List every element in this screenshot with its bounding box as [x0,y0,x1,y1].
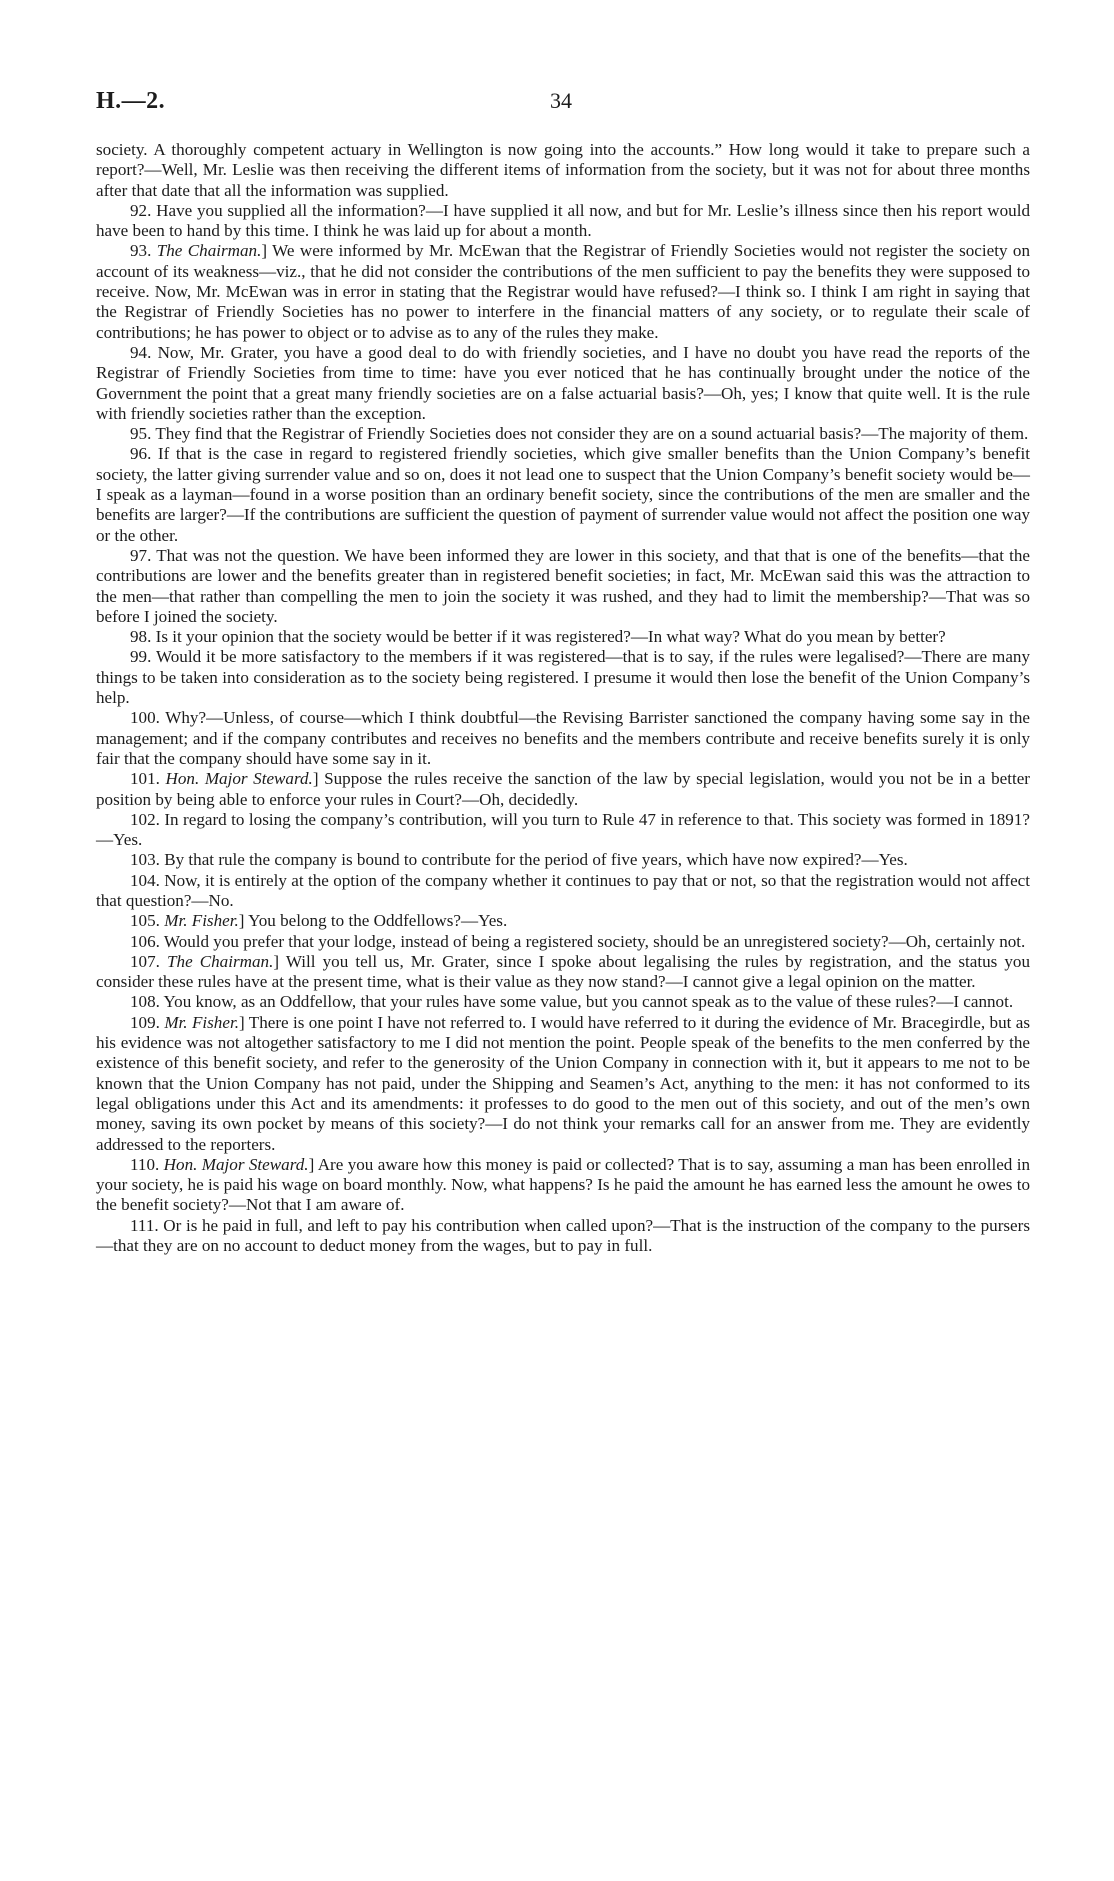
paragraph-text: 95. They find that the Registrar of Friendly Societies does not consider they are on a sound actuarial basis?—The majority of them. [130,424,1029,444]
paragraph-text: 111. Or is he paid in full, and left to pay his contribution when called upon?—That is the instruction of the company to the pursers—that they are on no account to deduct money from the wages, but to pay in full. [96,1215,1030,1256]
paragraph: 105. Mr. Fisher.] You belong to the Oddfellows?—Yes. [130,911,508,931]
paragraph-text: 100. Why?—Unless, of course—which I think doubtful—the Revising Barrister sanctioned the company having some say in the management; and if the company contributes and receives no benefits and the members contribute and receive benefits surely it is only fair that the company should have some say in it. [96,708,1030,768]
paragraph [96,850,1030,870]
paragraph: 93. The Chairman.] We were informed by Mr. McEwan that the Registrar of Friendly Societies would not register the society on account of its weakness—viz., that he did not consider the contributions of the men sufficient to pay the benefits they were supposed to receive. Now, Mr. McEwan was in error in stating that the Registrar would have refused?—I think so. I think I am right in saying that the Registrar of Friendly Societies has no power to interfere in the financial matters of any society, or to regulate their scale of contributions; he has power to object or to advise as to any of the rules they make. [96,241,1030,342]
page-number: 34 [550,88,572,113]
paragraph [96,627,1030,647]
question-number: 105. [130,911,160,931]
paragraph-text: 104. Now, it is entirely at the option of the company whether it continues to pay that or not, so that the registration would not affect that question?—No. [96,870,1030,910]
paragraph-text: Will you tell us, Mr. Grater, since I spoke about legalising the rules by registration, and the status you consider these rules have at the present time, what is their value as they now stand?—I cannot give a legal opinion on the matter. [96,951,1030,992]
paragraph [96,1216,1030,1257]
speaker-name: Hon. Major Steward. [163,1154,309,1174]
paragraph-text: 103. By that rule the company is bound to contribute for the period of five years, which have now expired?—Yes. [130,850,908,870]
paragraph [96,546,1030,627]
paragraph [96,343,1030,424]
paragraph-text: 108. You know, as an Oddfellow, that your rules have some value, but you cannot speak as to the value of these rules?—I cannot. [130,992,1014,1012]
paragraph: 107. The Chairman.] Will you tell us, Mr. Grater, since I spoke about legalising the rules by registration, and the status you consider these rules have at the present time, what is their value as they now stand?—I cannot give a legal opinion on the matter. [96,951,1030,992]
question-number: 110. [130,1154,160,1174]
speaker-name: Mr. Fisher. [164,1012,239,1032]
speaker-name: Mr. Fisher. [164,911,239,931]
speaker-name: Hon. Major Steward. [165,769,313,789]
paragraph-text: We were informed by Mr. McEwan that the Registrar of Friendly Societies would not register the society on account of its weakness—viz., that he did not consider the contributions of the men sufficient to pay the benefits they were supposed to receive. Now, Mr. McEwan was in error in stating that the Registrar would have refused?—I think so. I think I am right in saying that the Registrar of Friendly Societies has no power to interfere in the financial matters of any society, or to regulate their scale of contributions; he has power to object or to advise as to any of the rules they make. [96,241,1030,342]
paragraph-text: 97. That was not the question. We have been informed they are lower in this society, and that that is one of the benefits—that the contributions are lower and the benefits greater than in registered benefit societies; in fact, Mr. McEwan said this was the attraction to the men—that rather than compelling the men to join the society it was rushed, and they had to limit the membership?—That was so before I joined the society. [96,545,1030,626]
paragraph-text: 96. If that is the case in regard to registered friendly societies, which give smaller benefits than the Union Company’s benefit society, the latter giving surrender value and so on, does it not lead one to suspect that the Union Company’s benefit society would be—I speak as a layman—found in a worse position than an ordinary benefit society, since the contributions of the men are smaller and the benefits are larger?—If the contributions are sufficient the question of payment of surrender value would not affect the position one way or the other. [96,444,1030,545]
question-number: 101. [130,769,160,789]
document-body [96,140,1030,1256]
paragraph: 110. Hon. Major Steward.] Are you aware how this money is paid or collected? That is to say, assuming a man has been enrolled in your society, he is paid his wage on board monthly. Now, what happens? Is he paid the amount he has earned less the amount he owes to the benefit society?—Not that I am aware of. [96,1154,1031,1215]
paragraph: 109. Mr. Fisher.] There is one point I have not referred to. I would have referred to it during the evidence of Mr. Bracegirdle, but as his evidence was not altogether satisfactory to me I did not mention the point. People speak of the benefits to the men conferred by the existence of this benefit society, and refer to the generosity of the Union Company in connection with it, but it appears to me not to be known that the Union Company has not paid, under the Shipping and Seamen’s Act, anything to the men: it has not conformed to its legal obligations under this Act and its amendments: it professes to do good to the men out of this society, and out of the men’s own money, saving its own pocket by means of this society?—I do not think your remarks call for an answer from me. They are evidently addressed to the reporters. [96,1012,1030,1154]
paragraph [96,647,1030,708]
paragraph [96,932,1030,952]
paragraph-text: society. A thoroughly competent actuary in Wellington is now going into the accounts.” How long would it take to prepare such a report?—Well, Mr. Leslie was then receiving the different items of information from the society, but it was not for about three months after that date that all the information was supplied. [96,140,1030,200]
paragraph-text: 102. In regard to losing the company’s contribution, will you turn to Rule 47 in reference to that. This society was formed in 1891?—Yes. [96,809,1030,850]
speaker-name: The Chairman. [156,241,262,261]
paragraph [96,992,1030,1012]
paragraph-text: Suppose the rules receive the sanction of the law by special legislation, would you not be in a better position by being able to enforce your rules in Court?—Oh, decidedly. [96,769,1031,809]
speaker-name: The Chairman. [167,951,274,971]
document-reference: H.—2. [96,88,166,114]
paragraph-text: 98. Is it your opinion that the society would be better if it was registered?—In what way? What do you mean by better? [130,627,946,647]
page-header [96,88,1026,118]
question-number: 107. [130,951,160,971]
paragraph-text: You belong to the Oddfellows?—Yes. [248,911,508,931]
paragraph-text: 106. Would you prefer that your lodge, instead of being a registered society, should be an unregistered society?—Oh, certainly not. [130,931,1026,951]
paragraph-text: 92. Have you supplied all the information?—I have supplied it all now, and but for Mr. Leslie’s illness since then his report would have been to hand by this time. I think he was laid up for about a month. [96,200,1030,241]
paragraph-text: There is one point I have not referred to. I would have referred to it during the evidence of Mr. Bracegirdle, but as his evidence was not altogether satisfactory to me I did not mention the point. People speak of the benefits to the men conferred by the existence of this benefit society, and refer to the generosity of the Union Company in connection with it, but it appears to me not to be known that the Union Company has not paid, under the Shipping and Seamen’s Act, anything to the men: it has not conformed to its legal obligations under this Act and its amendments: it professes to do good to the men out of this society, and out of the men’s own money, saving its own pocket by means of this society?—I do not think your remarks call for an answer from me. They are evidently addressed to the reporters. [96,1012,1030,1154]
paragraph: 101. Hon. Major Steward.] Suppose the rules receive the sanction of the law by special legislation, would you not be in a better position by being able to enforce your rules in Court?—Oh, decidedly. [96,769,1031,809]
question-number: 93. [130,241,152,261]
question-number: 109. [130,1012,160,1032]
paragraph-text: Are you aware how this money is paid or collected? That is to say, assuming a man has been enrolled in your society, he is paid his wage on board monthly. Now, what happens? Is he paid the amount he has earned less the amount he owes to the benefit society?—Not that I am aware of. [96,1154,1031,1215]
paragraph [96,871,1030,912]
paragraph [96,424,1030,444]
paragraph [96,708,1030,769]
paragraph [96,201,1030,242]
paragraph [96,140,1030,201]
paragraph-text: 99. Would it be more satisfactory to the members if it was registered—that is to say, if the rules were legalised?—There are many things to be taken into consideration as to the society being registered. I presume it would then lose the benefit of the Union Company’s help. [96,647,1030,708]
paragraph [96,810,1030,851]
paragraph [96,444,1030,545]
paragraph-text: 94. Now, Mr. Grater, you have a good deal to do with friendly societies, and I have no doubt you have read the reports of the Registrar of Friendly Societies from time to time: have you ever noticed that he has continually brought under the notice of the Government the point that a great many friendly societies are on a false actuarial basis?—Oh, yes; I know that quite well. It is the rule with friendly societies rather than the exception. [96,342,1030,423]
